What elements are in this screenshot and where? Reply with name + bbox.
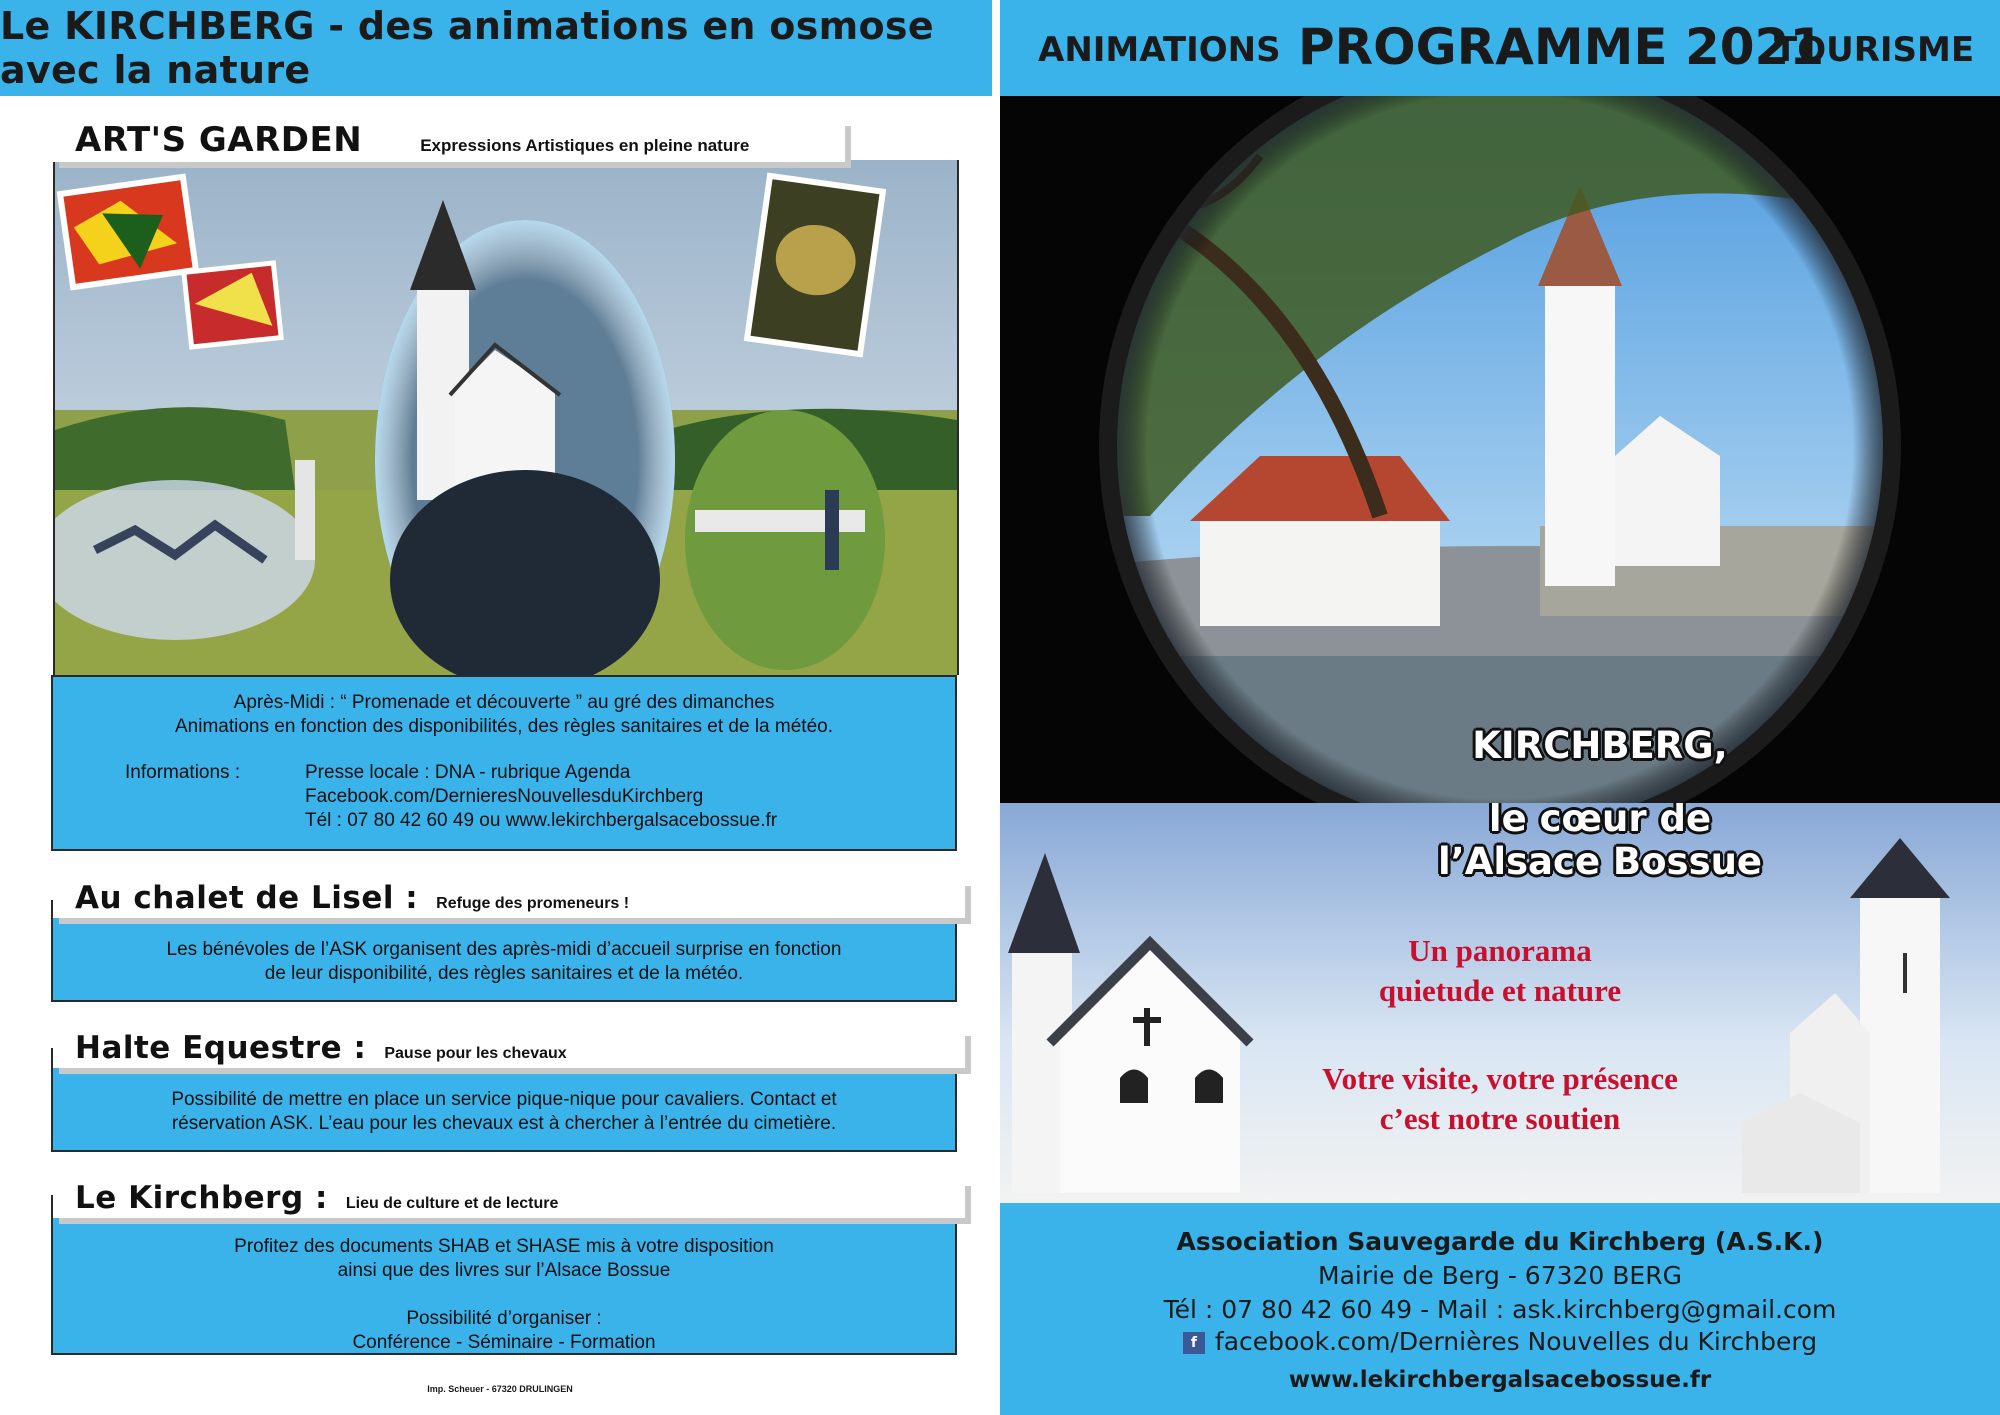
lecture-title: Le Kirchberg :	[75, 1180, 328, 1216]
fisheye-church-image	[1000, 96, 2000, 803]
painting-2	[181, 260, 284, 349]
arts-garden-photo-area	[53, 160, 959, 675]
cover-title-line1: KIRCHBERG,	[1472, 724, 1728, 767]
cover-photo	[1000, 96, 2000, 803]
halte-subtitle: Pause pour les chevaux	[384, 1045, 567, 1062]
arts-garden-line1: Après-Midi : “ Promenade et découverte ” au gré des dimanches	[233, 692, 775, 713]
contact-org: Association Sauvegarde du Kirchberg (A.S.K.)	[1176, 1227, 1824, 1256]
lecture-panel	[51, 1195, 957, 1355]
cover-title	[1100, 724, 2000, 767]
contact-phone-mail: Tél : 07 80 42 60 49 - Mail : ask.kirchberg@gmail.com	[1163, 1295, 1837, 1324]
lecture-line1: Profitez des documents SHAB et SHASE mis à votre disposition	[234, 1236, 774, 1257]
tagline-3: Votre visite, votre présence	[1322, 1061, 1678, 1096]
contact-facebook: facebook.com/Dernières Nouvelles du Kirchberg	[1214, 1327, 1818, 1356]
right-header-bar	[1000, 0, 2000, 96]
painting-1	[57, 173, 200, 290]
arts-garden-title: ART'S GARDEN	[75, 120, 363, 160]
left-header-bar	[0, 0, 992, 96]
header-animations: ANIMATIONS	[1038, 30, 1281, 70]
halte-line2: réservation ASK. L’eau pour les chevaux est à chercher à l’entrée du cimetière.	[171, 1113, 837, 1134]
contact-facebook-row	[1000, 1327, 2000, 1356]
arts-garden-collage	[55, 160, 957, 675]
printer-credit: Imp. Scheuer - 67320 DRULINGEN	[427, 1384, 573, 1394]
info-phone-web: Tél : 07 80 42 60 49 ou www.lekirchbergalsacebossue.fr	[305, 810, 778, 831]
contact-block	[1000, 1203, 2000, 1415]
lecture-line4: Conférence - Séminaire - Formation	[352, 1332, 656, 1353]
header-programme: PROGRAMME 2021	[1298, 18, 1825, 76]
informations-label: Informations :	[125, 762, 241, 783]
header-tourisme: TOURISME	[1774, 30, 1975, 70]
contact-address: Mairie de Berg - 67320 BERG	[1318, 1261, 1682, 1290]
lecture-line3: Possibilité d’organiser :	[406, 1308, 602, 1329]
info-facebook: Facebook.com/DernieresNouvellesduKirchberg	[305, 786, 704, 807]
arts-garden-header	[53, 120, 845, 162]
arts-garden-line2: Animations en fonction des disponibilités, des règles sanitaires et de la météo.	[175, 716, 833, 737]
chalet-subtitle: Refuge des promeneurs !	[436, 895, 630, 912]
chalet-line1: Les bénévoles de l’ASK organisent des après-midi d’accueil surprise en fonction	[166, 939, 842, 960]
lecture-line2: ainsi que des livres sur l’Alsace Bossue	[337, 1260, 671, 1281]
halte-line1: Possibilité de mettre en place un service pique-nique pour cavaliers. Contact et	[171, 1089, 837, 1110]
tagline-4: c’est notre soutien	[1379, 1101, 1621, 1136]
arts-garden-subtitle: Expressions Artistiques en pleine nature	[420, 136, 750, 155]
facebook-icon: f	[1183, 1332, 1205, 1354]
left-header-text: Le KIRCHBERG - des animations en osmose avec la nature	[0, 4, 934, 92]
contact-website: www.lekirchbergalsacebossue.fr	[1288, 1367, 1712, 1393]
info-press: Presse locale : DNA - rubrique Agenda	[305, 762, 631, 783]
halte-header	[53, 1030, 965, 1068]
tagline-block-2	[1000, 1059, 2000, 1139]
tagline-2: quietude et nature	[1378, 973, 1622, 1008]
cover-title-line3: l’Alsace Bossue	[1437, 840, 1763, 883]
cover-lower	[1000, 803, 2000, 1203]
lecture-subtitle: Lieu de culture et de lecture	[345, 1195, 559, 1212]
theatre-photo	[744, 172, 886, 357]
lecture-header	[53, 1180, 965, 1218]
chalet-title: Au chalet de Lisel :	[75, 880, 419, 916]
tagline-block-1	[1000, 931, 2000, 1011]
left-church	[1008, 853, 1250, 1193]
right-church	[1742, 838, 1950, 1193]
chalet-line2: de leur disponibilité, des règles sanitaires et de la météo.	[264, 963, 744, 984]
halte-title: Halte Equestre :	[75, 1030, 367, 1066]
arts-garden-info-panel	[51, 675, 957, 851]
chalet-header	[53, 880, 965, 918]
cover-title-line2: le cœur de	[1488, 803, 1712, 840]
tagline-1: Un panorama	[1408, 933, 1592, 968]
